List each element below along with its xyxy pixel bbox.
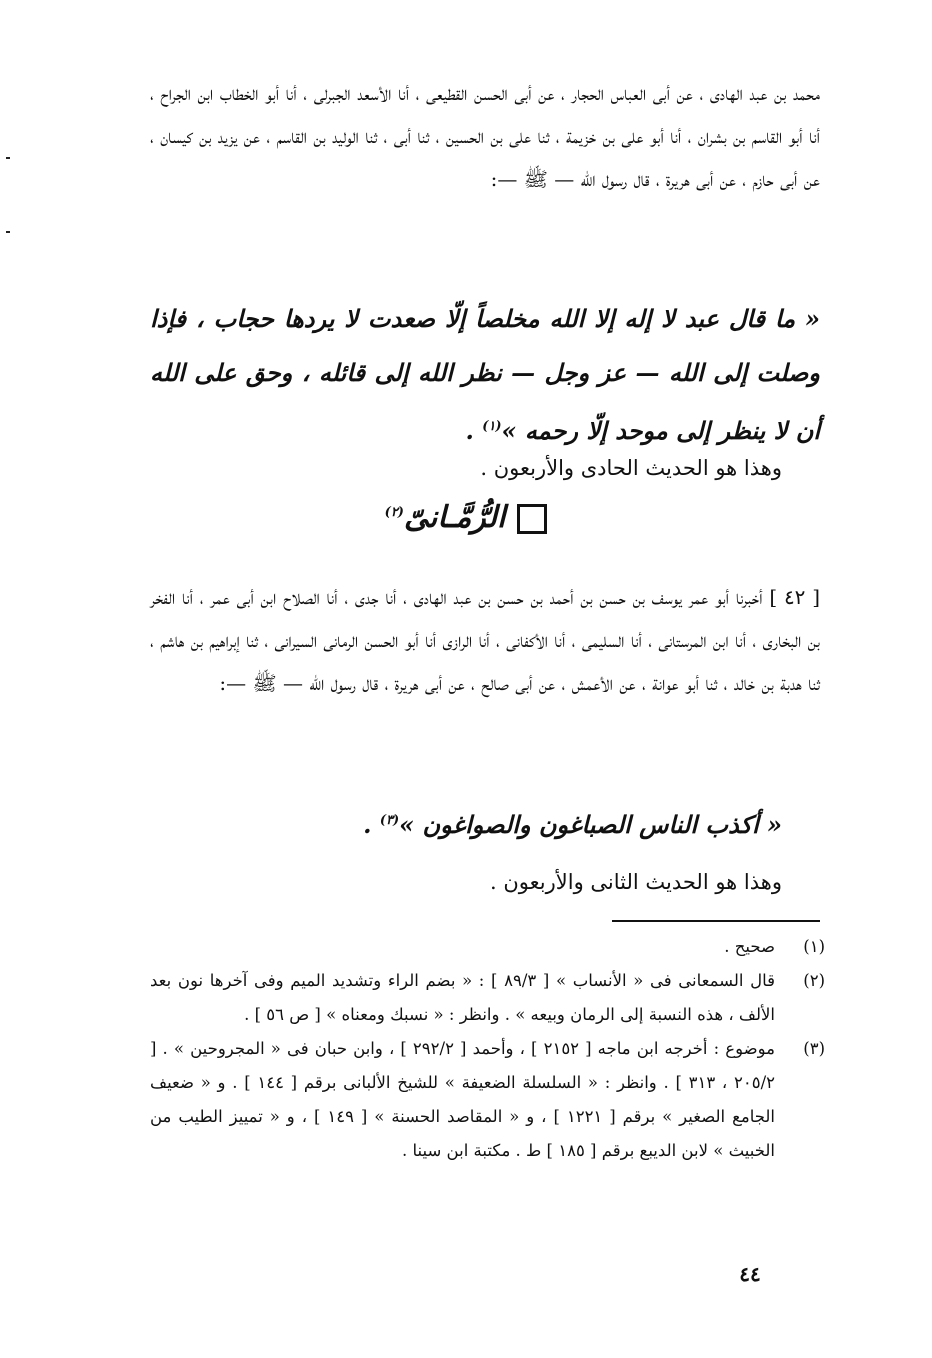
footnote-3 [150,1032,825,1168]
footnote-1 [150,930,825,964]
hadith-42-closing: وهذا هو الحديث الثانى والأربعون . [490,870,782,894]
page-number: ٤٤ [739,1262,761,1286]
footnote-separator [612,920,820,922]
footnote-text: صحيح . [724,937,775,956]
footnote-text: قال السمعانى فى « الأنساب » [ ٨٩/٣ ] : « بضم الراء وتشديد الميم وفى آخرها نون بعد الألف ، هذه النسبة إلى الرمان وبيعه » . وانظر : « نسبك ومعناه » [ ص ٥٦ ] . [150,971,775,1024]
hadith-41-matn: « ما قال عبد لا إله إلا الله مخلصاً إلّا صعدت لا يردها حجاب ، فإذا وصلت إلى الله — عز وجل — نظر الله إلى قائله ، وحق على الله أن لا ينظر إلى موحد إلّا رحمه »$^{(١)}$ . [150,304,820,445]
hadith-41-closing: وهذا هو الحديث الحادى والأربعون . [480,456,782,480]
hadith-41-isnad: محمد بن عبد الهادى ، عن أبى العباس الحجار ، عن أبى الحسن القطيعى ، أنا الأسعد الجبرلى ، أنا أبو الخطاب ابن الجراح ، أنا أبو القاسم بن بشران ، أنا أبو على بن خزيمة ، ثنا على بن الحسين ، ثنا أبى ، ثنا الوليد بن القاسم ، عن يزيد بن كيسان ، عن أبى حازم ، عن أبى هريرة ، قال رسول الله — ﷺ —: [150,81,820,191]
edge-mark [6,157,10,159]
footnote-number: (١) [803,937,825,956]
footnote-ref-1[interactable]: (١) [482,419,502,434]
edge-mark [6,231,10,233]
section-heading-title: الرُّمَّـانىّ [403,500,506,535]
footnote-number: (٢) [803,971,825,990]
section-heading [300,500,632,535]
footnote-text: موضوع : أخرجه ابن ماجه [ ٢١٥٢ ] ، وأحمد [ ٢٩٢/٢ ] ، وابن حبان فى « المجروحين » . [ ٢٠٥/٢ ، ٣١٣ ] . وانظر : « السلسلة الضعيفة » للشيخ الألبانى برقم [ ١٤٤ ] . و « ضعيف الجامع الصغير » برقم [ ١٢٢١ ] ، و « المقاصد الحسنة » [ ١٤٩ ] ، و « تمييز الطيب من الخبيث » لابن الديبع برقم [ ١٨٥ ] ط . مكتبة ابن سينا . [150,1039,775,1160]
hadith-42-matn-text: « أكذب الناس الصباغون والصواغون » [399,810,782,839]
footnote-number: (٣) [803,1039,825,1058]
hadith-42-matn [150,798,820,848]
footnote-ref-2[interactable]: (٢) [384,505,404,520]
hadith-42-matn-end: . [363,810,380,839]
footnotes [150,930,825,1168]
hadith-41-matn-text: « ما قال عبد لا إله إلا الله مخلصاً إلّا صعدت لا يردها حجاب ، فإذا وصلت إلى الله — عز وجل — نظر الله إلى قائله ، وحق على الله أن لا ينظر إلى موحد إلّا رحمه » [150,304,820,445]
hadith-42-isnad: [ ٤٢ ] أخبرنا أبو عمر يوسف بن حسن بن أحمد بن حسن بن عبد الهادى ، أنا جدى ، أنا الصلاح ابن أبى عمر ، أنا الفخر بن البخارى ، أنا ابن المرستانى ، أنا السليمى ، أنا الأكفانى ، أنا الرازى أنا أبو الحسن الرمانى السيرانى ، ثنا إبراهيم بن هاشم ، ثنا هدبة بن خالد ، ثنا أبو عوانة ، عن الأعمش ، عن أبى صالح ، عن أبى هريرة ، قال رسول الله — ﷺ —: [150,585,820,695]
footnote-ref-3[interactable]: (٣) [379,813,400,828]
footnote-2 [150,964,825,1032]
square-bullet-icon [517,504,547,534]
